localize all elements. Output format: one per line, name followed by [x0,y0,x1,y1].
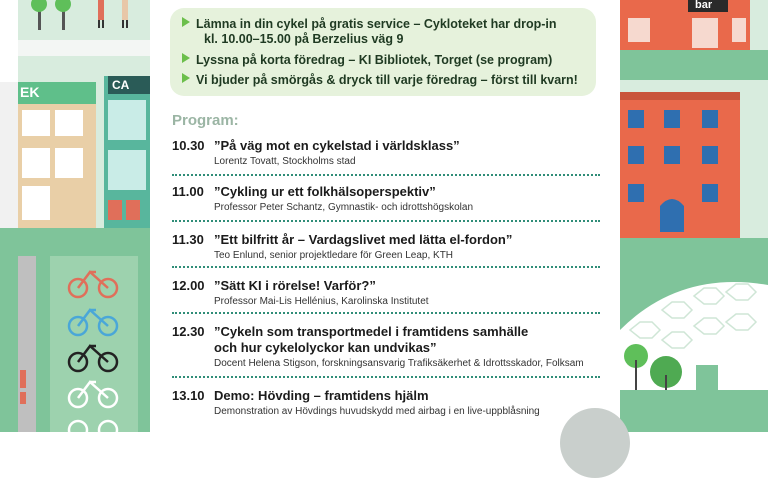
dotted-divider [172,266,600,268]
entry-time: 11.30 [172,232,204,247]
dotted-divider [172,220,600,222]
info-item-lectures [182,52,552,68]
entry-title-line2: och hur cykelolyckor kan undvikas” [214,340,437,355]
entry-speaker: Teo Enlund, senior projektledare för Green Leap, KTH [214,250,454,261]
entry-speaker: Lorentz Tovatt, Stockholms stad [214,156,356,167]
entry-title: ”På väg mot en cykelstad i världsklass” [214,138,460,153]
entry-title: ”Cykling ur ett folkhälsoperspektiv” [214,184,436,199]
dotted-divider [172,174,600,176]
entry-title: Demo: Hövding – framtidens hjälm [214,388,429,403]
bar-sign-label: bar [695,0,713,11]
entry-speaker: Professor Mai-Lis Hellénius, Karolinska Institutet [214,296,429,307]
bullet-triangle-icon [182,17,190,27]
program-heading: Program: [172,112,239,129]
entry-time: 12.30 [172,324,205,339]
entry-time: 10.30 [172,138,205,153]
entry-speaker: Demonstration av Hövdings huvudskydd med airbag i en live-uppblåsning [214,406,540,417]
info-item-lectures-text: Lyssna på korta föredrag – KI Bibliotek, Torget (se program) [196,53,553,67]
decorative-circle [560,408,630,478]
left-sign-label: EK [20,84,40,100]
info-item-service-line2: kl. 10.00–15.00 på Berzelius väg 9 [204,32,404,46]
left-illustration [0,0,150,432]
info-item-food [182,72,578,88]
info-item-service [182,16,557,32]
entry-title: ”Sätt KI i rörelse! Varför?” [214,278,376,293]
entry-title: ”Ett bilfritt år – Vardagslivet med lätta el-fordon” [214,232,513,247]
right-illustration [620,0,768,432]
bullet-triangle-icon [182,53,190,63]
buildings-illustration [620,0,768,432]
entry-time: 13.10 [172,388,205,403]
entry-speaker: Professor Peter Schantz, Gymnastik- och idrottshögskolan [214,202,474,213]
info-box [170,8,596,96]
dotted-divider [172,376,600,378]
city-street-illustration [0,0,150,432]
bullet-triangle-icon [182,73,190,83]
info-item-service-text: Lämna in din cykel på gratis service – Cykloteket har drop-in [196,17,557,31]
left-sign2-label: CA [112,78,130,92]
entry-speaker: Docent Helena Stigson, forskningsansvarig Trafiksäkerhet & Idrottsskador, Folksam [214,358,584,369]
entry-time: 12.00 [172,278,205,293]
entry-title: ”Cykeln som transportmedel i framtidens samhälle [214,324,529,339]
entry-time: 11.00 [172,184,204,199]
info-item-food-text: Vi bjuder på smörgås & dryck till varje föredrag – först till kvarn! [196,73,578,87]
dotted-divider [172,312,600,314]
